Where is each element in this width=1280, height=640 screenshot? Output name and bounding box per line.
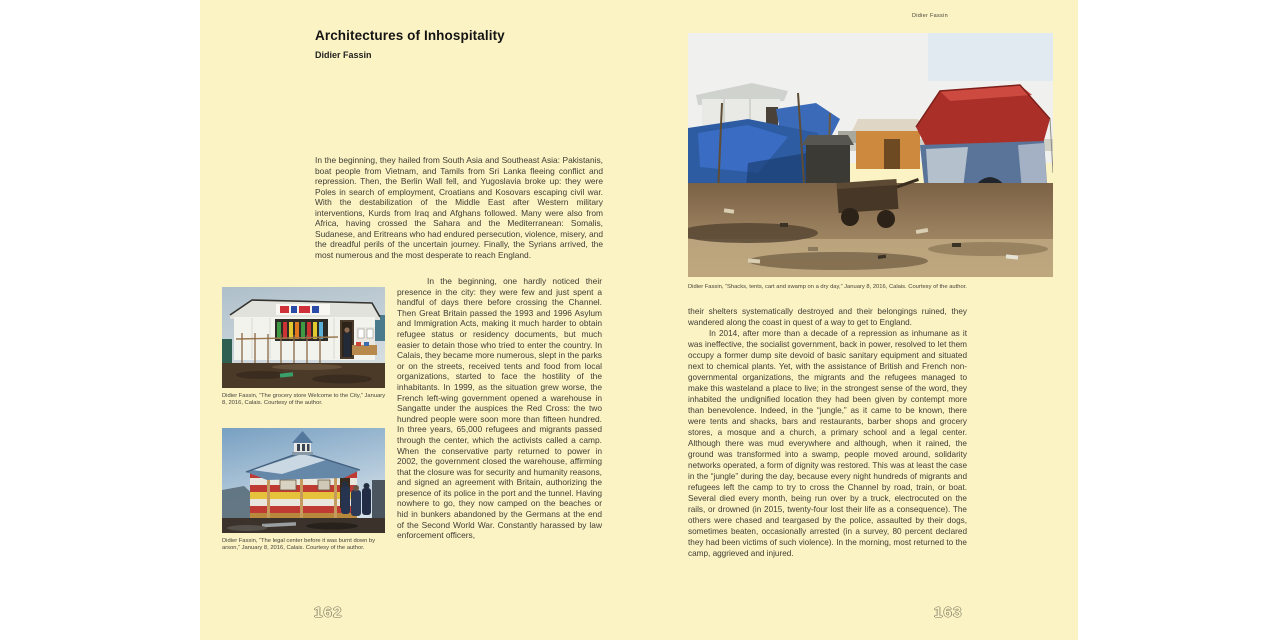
page-title: Architectures of Inhospitality bbox=[315, 28, 505, 43]
author-byline: Didier Fassin bbox=[315, 50, 372, 60]
left-paragraph-2: In the beginning, one hardly noticed their presence in the city: they were few and just spent a handful of days there before crossing the Channel. Then Great Britain passed the 1993 and 1996 Asylum and Immigration Acts, making it much harder to obtain refugee status or residency documents, but much easier to detain those who tried to enter the country. In Calais, they became more numerous, slept in the parks or on the streets, received tents and food from local organizations, started to face the hostility of the inhabitants. In 1999, as the situation grew worse, the French left-wing government opened a warehouse in Sangatte under the auspices the Red Cross: the two hundred people were soon more than fifteen hundred. In three years, 65,000 refugees and migrants passed through the center, which the activists called a camp. When the conservative party returned to power in 2002, the government closed the warehouse, affirming that the closure was for security and humanity reasons, and signed an agreement with Britain, authorizing the presence of its police in the port and the tunnel. Having nowhere to go, they now camped on the beaches or hid in bunkers abandoned by the Germans at the end of the Second World War. Constantly harassed by law enforcement officers, bbox=[397, 276, 602, 541]
right-page bbox=[200, 0, 1078, 640]
camp-swamp-photo bbox=[688, 33, 1053, 277]
page-number-left: 162 bbox=[314, 604, 343, 621]
left-paragraph-1: In the beginning, they hailed from South Asia and Southeast Asia: Pakistanis, boat people from Vietnam, and Tamils from Sri Lanka fleeing conflict and repression. Then, the Berlin Wall fell, and Yugoslavia broke up: they were Poles in search of employment, Croatians and Kosovars escaping civil war. With the destabilization of the Middle East after Western military interventions, Kurds from Iraq and Afghans followed. Many were also from Africa, having crossed the Sahara and the Mediterranean: Somalis, Sudanese, and Eritreans who had endured persecution, violence, misery, and the dreadful perils of the uncertain journey. Finally, the Syrians arrived, the most numerous and the most desperate to reach England. bbox=[315, 155, 603, 260]
photo-caption: Didier Fassin, “The grocery store Welcome to the City,” January 8, 2016, Calais. Courtesy of the author. bbox=[222, 393, 386, 407]
right-paragraph-1: their shelters systematically destroyed and their belongings ruined, they wandered along the coast in quest of a way to get to England. bbox=[688, 307, 967, 327]
spread-paper bbox=[200, 0, 1078, 640]
right-paragraph-2: In 2014, after more than a decade of a repression as inhumane as it was ineffective, the socialist government, back in power, resolved to let them occupy a former dump site devoid of basic sanitary equipment and situated next to chemical plants. Yet, with the assistance of British and French non-governmental organizations, the migrants and the refugees managed to make this wasteland a place to live; in the strongest sense of the word, they inhabited the undignified location they had been given by contempt more than benevolence. Indeed, in the “jungle,” as it came to be known, there were tents and shacks, bars and restaurants, barber shops and grocery stores, a mosque and a church, a primary school and a legal center. Although there was mud everywhere and although, when it rained, the ground was transformed into a swamp, people moved around, solidarity networks operated, a form of dignity was restored. This was at least the case in the “jungle” during the day, because every night hundreds of migrants and refugees left the camp to try to cross the Channel by road, train, or boat. Several died every month, being run over by a truck, electrocuted on the rails, or drowned (in 2015, twenty-four lost their life as a consequence). The others were chased and teargased by the police, assaulted by their dogs, sometimes beaten, occasionally arrested (in a survey, 80 percent declared they had been victims of such violence). In the morning, most returned to the camp, aggrieved and injured. bbox=[688, 329, 967, 558]
page-number-right: 163 bbox=[934, 604, 963, 621]
running-header: Didier Fassin bbox=[912, 13, 948, 19]
photo-caption: Didier Fassin, “Shacks, tents, cart and swamp on a dry day,” January 8, 2016, Calais. Courtesy of the author. bbox=[688, 284, 967, 290]
photo-caption: Didier Fassin, “The legal center before it was burnt down by arson,” January 8, 2016, Calais. Courtesy of the author. bbox=[222, 538, 376, 552]
